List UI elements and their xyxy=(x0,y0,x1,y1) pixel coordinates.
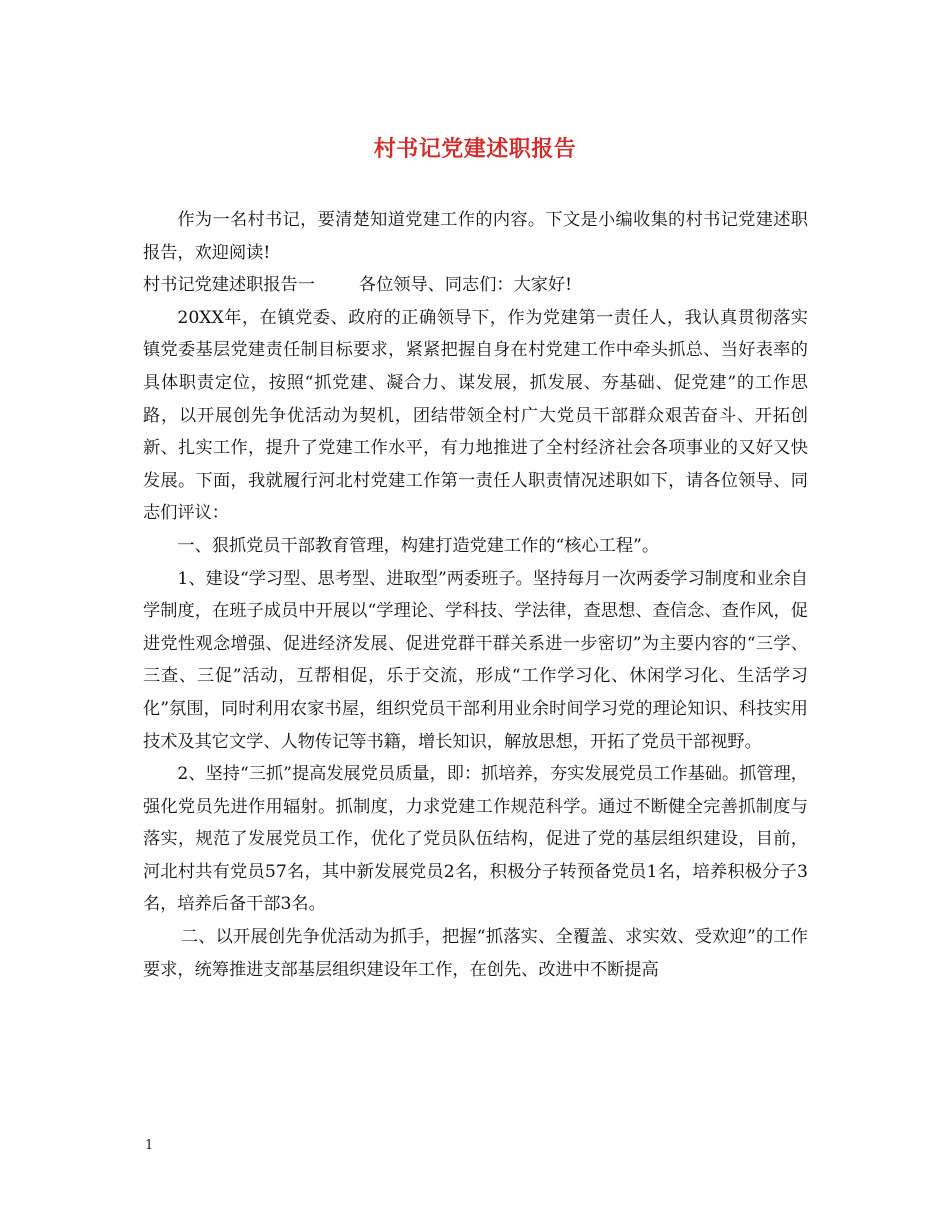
intro-paragraph: 作为一名村书记，要清楚知道党建工作的内容。下文是小编收集的村书记党建述职报告，欢迎阅读! xyxy=(143,210,808,263)
section-heading: 二、以开展创先争优活动为抓手，把握“抓落实、全覆盖、求实效、受欢迎”的工作要求，统筹推进支部基层组织建设年工作，在创先、改进中不断提高 xyxy=(143,927,808,980)
section-heading: 一、狠抓党员干部教育管理，构建打造党建工作的“核心工程”。 xyxy=(177,535,660,556)
document-body xyxy=(143,204,808,986)
greeting: 各位领导、同志们：大家好! xyxy=(358,275,573,296)
report-heading: 村书记党建述职报告一 xyxy=(143,275,315,296)
page-number: 1 xyxy=(145,1138,154,1153)
body-paragraph: 1、建设“学习型、思考型、进取型”两委班子。坚持每月一次两委学习制度和业余自学制度，在班子成员中开展以“学理论、学科技、学法律，查思想、查信念、查作风，促进党性观念增强、促进经济发展、促进党群干群关系进一步密切”为主要内容的“三学、三查、三促”活动，互帮相促，乐于交流，形成“工作学习化、休闲学习化、生活学习化”氛围，同时利用农家书屋，组织党员干部利用业余时间学习党的理论知识、科技实用技术及其它文学、人物传记等书籍，增长知识，解放思想，开拓了党员干部视野。 xyxy=(143,568,808,752)
report-heading-line xyxy=(143,269,808,302)
body-paragraph: 2、坚持“三抓”提高发展党员质量，即：抓培养，夯实发展党员工作基础。抓管理，强化党员先进作用辐射。抓制度，力求党建工作规范科学。通过不断健全完善抓制度与落实，规范了发展党员工作，优化了党员队伍结构，促进了党的基层组织建设，目前，河北村共有党员57名，其中新发展党员2名，积极分子转预备党员1名，培养积极分子3名，培养后备干部3名。 xyxy=(143,764,808,915)
document-title: 村书记党建述职报告 xyxy=(373,136,577,162)
body-paragraph: 20XX年，在镇党委、政府的正确领导下，作为党建第一责任人，我认真贯彻落实镇党委基层党建责任制目标要求，紧紧把握自身在村党建工作中牵头抓总、当好表率的具体职责定位，按照“抓党建、凝合力、谋发展，抓发展、夯基础、促党建”的工作思路，以开展创先争优活动为契机，团结带领全村广大党员干部群众艰苦奋斗、开拓创新、扎实工作，提升了党建工作水平，有力地推进了全村经济社会各项事业的又好又快发展。下面，我就履行河北村党建工作第一责任人职责情况述职如下，请各位领导、同志们评议： xyxy=(143,307,808,524)
